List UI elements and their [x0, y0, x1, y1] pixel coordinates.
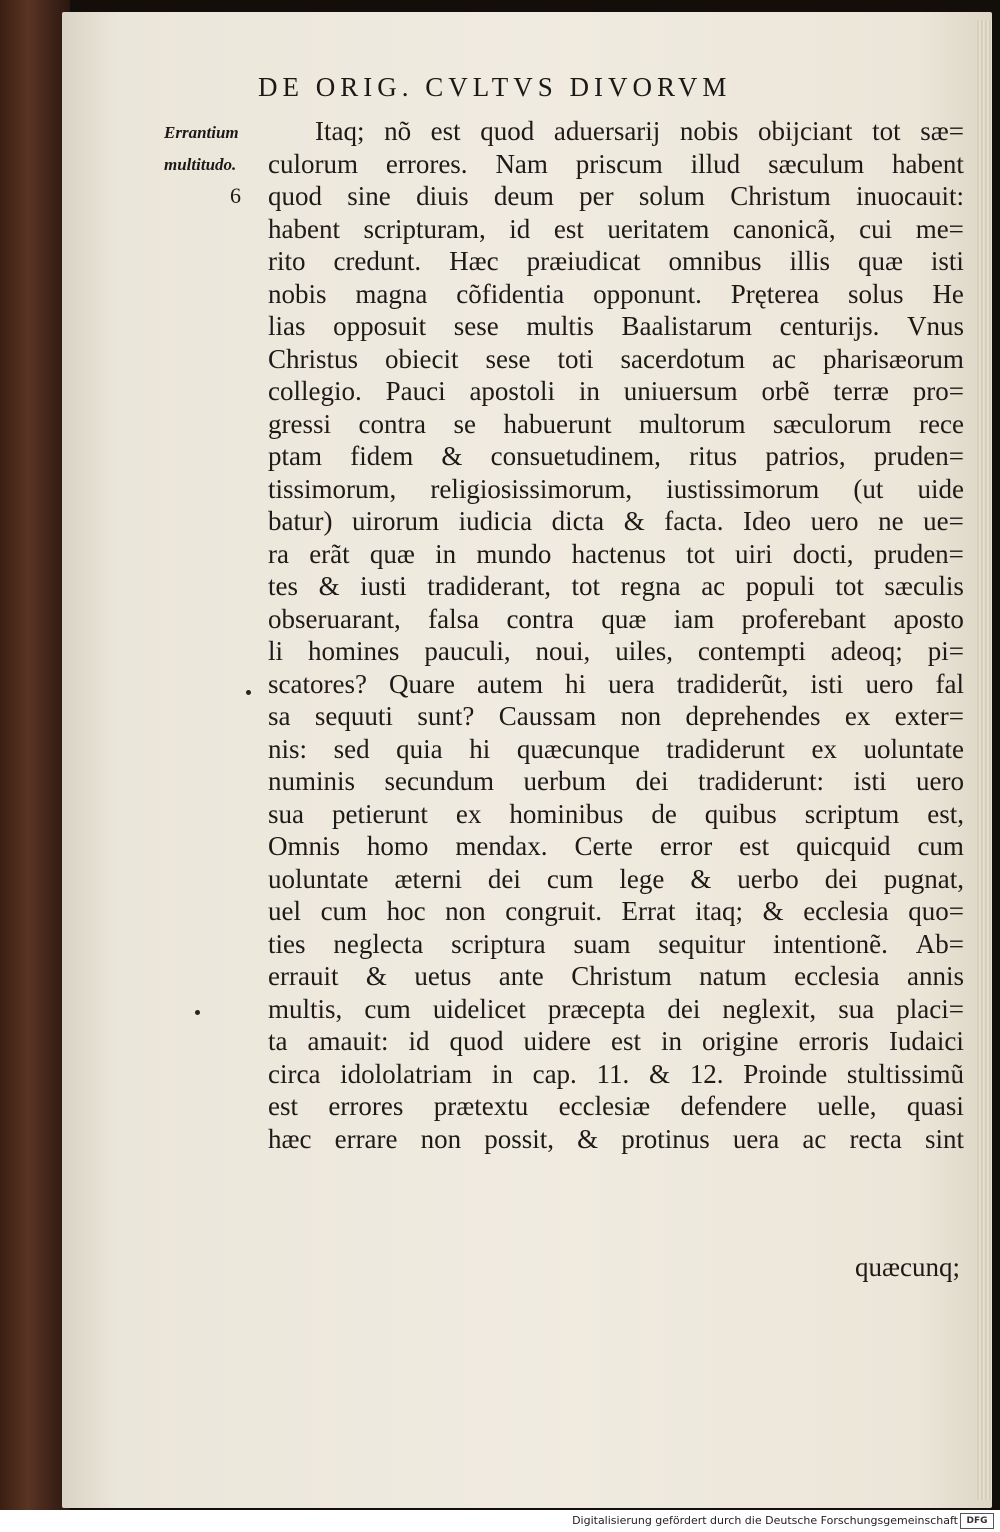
text-line: ta amauit: id quod uidere est in origine erroris Iudaici — [268, 1026, 964, 1056]
text-line: obseruarant, falsa contra quæ iam proferebant aposto — [268, 603, 964, 634]
footer-credit: Digitalisierung gefördert durch die Deutsche Forschungsgemeinschaft — [572, 1514, 958, 1527]
text-line: rito credunt. Hæc præiudicat omnibus illis quæ isti — [268, 246, 964, 276]
text-line: lias opposuit sese multis Baalistarum centurijs. Vnus — [268, 311, 964, 341]
text-body — [268, 115, 964, 1155]
text-line: gressi contra se habuerunt multorum sæculorum rece — [268, 408, 964, 439]
text-line: Christus obiecit sese toti sacerdotum ac pharisæorum — [268, 343, 964, 374]
text-line: ptam fidem & consuetudinem, ritus patrios, pruden= — [268, 441, 964, 471]
text-line: scatores? Quare autem hi uera tradiderũt, isti uero fal — [268, 668, 964, 699]
text-line: Omnis homo mendax. Certe error est quicquid cum — [268, 831, 964, 861]
dfg-logo: DFG — [960, 1513, 994, 1529]
text-line: habent scripturam, id est ueritatem canonicã, cui me= — [268, 213, 964, 244]
text-line: uoluntate æterni dei cum lege & uerbo dei pugnat, — [268, 863, 964, 894]
marginal-note — [164, 117, 269, 181]
text-line: li homines pauculi, noui, uiles, contempti adeoq; pi= — [268, 636, 964, 666]
text-line: est errores prætextu ecclesiæ defendere uelle, quasi — [268, 1091, 964, 1121]
text-line: uel cum hoc non congruit. Errat itaq; & ecclesia quo= — [268, 896, 964, 926]
text-line: circa idololatriam in cap. 11. & 12. Proinde stultissimũ — [268, 1058, 964, 1089]
margin-dot — [195, 1010, 200, 1015]
text-line: tes & iusti tradiderant, tot regna ac populi tot sæculis — [268, 571, 964, 601]
marginal-note-line: multitudo. — [164, 155, 237, 174]
text-line: quod sine diuis deum per solum Christum inuocauit: — [268, 181, 964, 211]
text-line: ties neglecta scriptura suam sequitur intentionẽ. Ab= — [268, 928, 964, 959]
text-line: sua petierunt ex hominibus de quibus scriptum est, — [268, 798, 964, 829]
text-line: nobis magna cõfidentia opponunt. Pręterea solus He — [268, 278, 964, 309]
text-line: numinis secundum uerbum dei tradiderunt: isti uero — [268, 766, 964, 796]
text-line: sa sequuti sunt? Caussam non deprehendes ex exter= — [268, 701, 964, 731]
text-line: nis: sed quia hi quæcunque tradiderunt ex uoluntate — [268, 733, 964, 764]
text-line: Itaq; nõ est quod aduersarij nobis obijciant tot sæ= — [315, 116, 964, 146]
book-binding-edge — [0, 0, 70, 1510]
page-fore-edge — [976, 20, 992, 1500]
margin-dot — [246, 690, 251, 695]
text-line: culorum errores. Nam priscum illud sæculum habent — [268, 148, 964, 179]
text-line: collegio. Pauci apostoli in uniuersum orbẽ terræ pro= — [268, 376, 964, 406]
marginal-number: 6 — [230, 183, 241, 208]
text-line: errauit & uetus ante Christum natum ecclesia annis — [268, 961, 964, 991]
text-line: hæc errare non possit, & protinus uera ac recta sint — [268, 1123, 964, 1154]
text-line: tissimorum, religiosissimorum, iustissimorum (ut uide — [268, 473, 964, 504]
text-line: ra erãt quæ in mundo hactenus tot uiri docti, pruden= — [268, 538, 964, 569]
running-head: DE ORIG. CVLTVS DIVORVM — [258, 72, 732, 102]
text-line: multis, cum uidelicet præcepta dei neglexit, sua placi= — [268, 993, 964, 1024]
text-line: batur) uirorum iudicia dicta & facta. Ideo uero ne ue= — [268, 506, 964, 536]
catchword: quæcunq; — [855, 1252, 960, 1282]
marginal-note-line: Errantium — [164, 123, 239, 142]
